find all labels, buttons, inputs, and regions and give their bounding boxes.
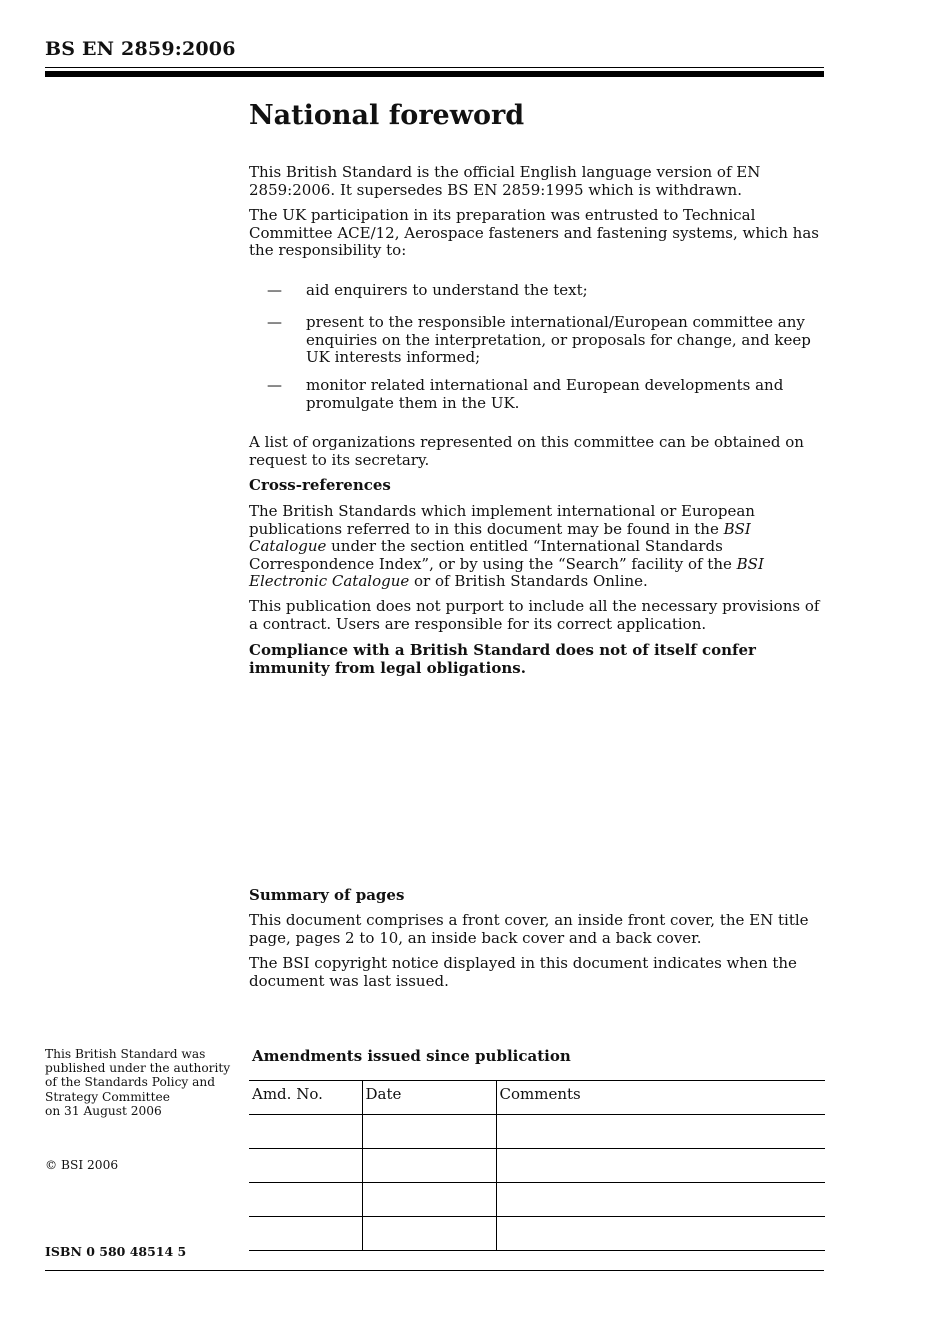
cross-references-paragraph bbox=[249, 503, 824, 591]
table-cell bbox=[496, 1217, 825, 1251]
table-cell bbox=[362, 1183, 496, 1217]
isbn: ISBN 0 580 48514 5 bbox=[45, 1244, 187, 1259]
table-cell bbox=[362, 1217, 496, 1251]
cross-references-heading: Cross-references bbox=[249, 476, 391, 494]
table-cell bbox=[496, 1183, 825, 1217]
bullet-item-1: aid enquirers to understand the text; bbox=[306, 281, 588, 299]
bullet-dash-1: — bbox=[267, 281, 282, 299]
cross-ref-text-2: under the section entitled “International Standards Correspondence Index”, or by using the “Search” facility of the bbox=[249, 537, 737, 573]
table-row bbox=[249, 1183, 825, 1217]
summary-text: This document comprises a front cover, an inside front cover, the EN title page, pages 2 to 10, an inside back cover and a back cover. bbox=[249, 911, 809, 947]
table-row bbox=[249, 1217, 825, 1251]
provisions-paragraph bbox=[249, 598, 824, 633]
header-rule-thin bbox=[45, 67, 824, 68]
authority-line: on 31 August 2006 bbox=[45, 1103, 162, 1118]
column-header-comments: Comments bbox=[496, 1081, 825, 1115]
document-id: BS EN 2859:2006 bbox=[45, 38, 236, 60]
committee-list-paragraph bbox=[249, 434, 824, 469]
bsi-electronic-catalogue-title: BSI Electronic Catalogue bbox=[249, 554, 764, 590]
bullet-item-2: present to the responsible international/European committee any enquiries on the interpretation, or proposals for change, and keep UK interests informed; bbox=[306, 313, 811, 366]
copyright-notice-paragraph bbox=[249, 955, 824, 990]
committee-list-text: A list of organizations represented on this committee can be obtained on request to its secretary. bbox=[249, 433, 804, 469]
table-row bbox=[249, 1149, 825, 1183]
table-cell bbox=[249, 1217, 362, 1251]
intro-paragraph bbox=[249, 164, 824, 199]
copyright-notice-text: The BSI copyright notice displayed in this document indicates when the document was last issued. bbox=[249, 954, 797, 990]
authority-line: Strategy Committee bbox=[45, 1089, 170, 1104]
table-cell bbox=[496, 1115, 825, 1149]
table-cell bbox=[496, 1149, 825, 1183]
table-row bbox=[249, 1115, 825, 1149]
participation-text: The UK participation in its preparation was entrusted to Technical Committee ACE/12, Aerospace fasteners and fastening systems, which has the responsibility to: bbox=[249, 206, 819, 259]
intro-text: This British Standard is the official English language version of EN 2859:2006. It supersedes BS EN 2859:1995 which is withdrawn. bbox=[249, 163, 761, 199]
summary-paragraph bbox=[249, 912, 824, 947]
page-title: National foreword bbox=[249, 100, 525, 131]
column-header-date: Date bbox=[362, 1081, 496, 1115]
summary-heading: Summary of pages bbox=[249, 886, 405, 904]
footer-rule bbox=[45, 1270, 824, 1271]
provisions-text: This publication does not purport to include all the necessary provisions of a contract. Users are responsible for its correct application. bbox=[249, 597, 820, 633]
cross-ref-text-1: The British Standards which implement international or European publications referred to in this document may be found in the bbox=[249, 502, 755, 538]
bullet-item-3: monitor related international and European developments and promulgate them in the UK. bbox=[306, 376, 784, 412]
table-cell bbox=[362, 1115, 496, 1149]
bullet-dash-2: — bbox=[267, 313, 282, 331]
table-cell bbox=[362, 1149, 496, 1183]
authority-line: This British Standard was bbox=[45, 1047, 206, 1061]
amendments-header-row bbox=[249, 1081, 825, 1115]
authority-line: of the Standards Policy and bbox=[45, 1075, 216, 1090]
participation-paragraph bbox=[249, 207, 824, 260]
bsi-catalogue-title: BSI Catalogue bbox=[249, 519, 751, 555]
copyright-line: © BSI 2006 bbox=[45, 1158, 119, 1172]
header-rule-thick bbox=[45, 71, 824, 77]
publication-authority-note bbox=[45, 1047, 235, 1118]
amendments-table bbox=[249, 1080, 825, 1251]
cross-ref-text-3: or of British Standards Online. bbox=[409, 572, 648, 590]
column-header-amd-no: Amd. No. bbox=[249, 1081, 362, 1115]
amendments-heading: Amendments issued since publication bbox=[252, 1047, 571, 1065]
table-cell bbox=[249, 1115, 362, 1149]
bullet-dash-3: — bbox=[267, 376, 282, 394]
table-cell bbox=[249, 1149, 362, 1183]
table-cell bbox=[249, 1183, 362, 1217]
compliance-statement: Compliance with a British Standard does not of itself confer immunity from legal obligations. bbox=[249, 641, 756, 677]
authority-line: published under the authority bbox=[45, 1061, 231, 1076]
